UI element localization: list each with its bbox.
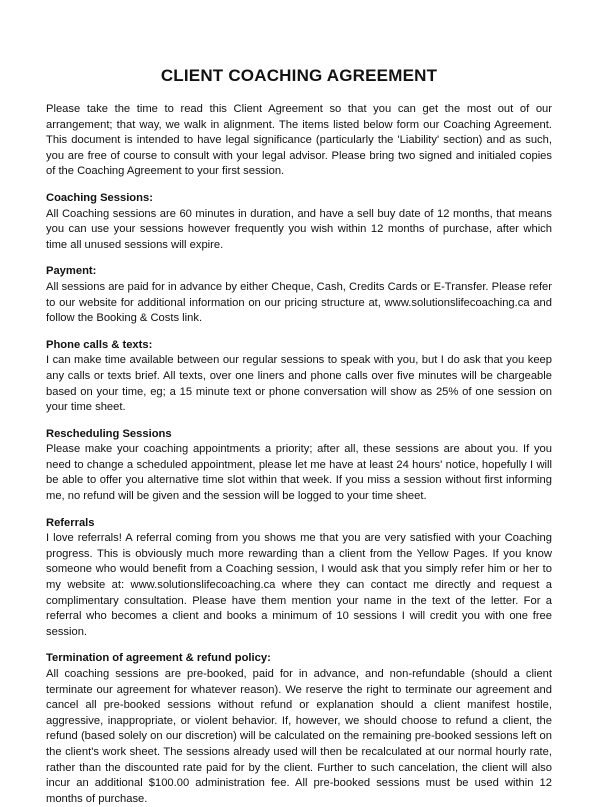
section-body: Please make your coaching appointments a priority; after all, these sessions are about you. If you need to change a scheduled appointment, please let me have at least 24 hours' notice, hopefully I will be able to offer you alternative time slot within that week. If you miss a session without first informing me, no refund will be given and the session will be logged to your time sheet. bbox=[46, 443, 552, 503]
document-page bbox=[46, 66, 552, 807]
section-phone-calls bbox=[46, 338, 552, 416]
section-termination bbox=[46, 651, 552, 807]
section-rescheduling bbox=[46, 427, 552, 505]
section-body: All sessions are paid for in advance by either Cheque, Cash, Credits Cards or E-Transfer. Please refer to our website for additional information on our pricing structure at, www.solutionslifecoaching.ca and follow the Booking & Costs link. bbox=[46, 280, 552, 325]
section-coaching-sessions bbox=[46, 191, 552, 253]
section-heading: Coaching Sessions: bbox=[46, 191, 153, 204]
section-heading: Referrals bbox=[46, 516, 95, 529]
section-body: I can make time available between our regular sessions to speak with you, but I do ask that you keep any calls or texts brief. All texts, over one liners and phone calls over five minutes will be chargeable based on your time, eg; a 15 minute text or phone conversation will show as 25% of one session on your time sheet. bbox=[46, 354, 552, 414]
document-title: CLIENT COACHING AGREEMENT bbox=[160, 66, 438, 85]
section-payment bbox=[46, 264, 552, 326]
section-heading: Rescheduling Sessions bbox=[46, 427, 172, 440]
section-body: I love referrals! A referral coming from you shows me that you are very satisfied with your Coaching progress. This is obviously much more rewarding than a client from the Yellow Pages. If you know someone who would benefit from a Coaching session, I would ask that you simply refer him or her to my website at: www.solutionslifecoaching.ca where they can contact me directly and request a complimentary consultation. Please have them mention your name in the text of the letter. For a referral who becomes a client and books a minimum of 10 sessions I will credit you with one free session. bbox=[46, 532, 552, 638]
section-heading: Phone calls & texts: bbox=[46, 338, 153, 351]
section-referrals bbox=[46, 516, 552, 641]
section-body: All coaching sessions are pre-booked, paid for in advance, and non-refundable (should a client terminate our agreement for whatever reason). We reserve the right to terminate our agreement and cancel all pre-booked sessions without refund or explanation should a client manifest hostile, aggressive, inappropriate, or violent behavior. If, however, we should choose to refund a client, the refund (based solely on our discretion) will be calculated on the remaining pre-booked sessions left on the client's work sheet. The sessions already used will then be recalculated at our normal hourly rate, rather than the discounted rate paid for by the client. Further to such cancelation, the client will also incur an additional $100.00 administration fee. All pre-booked sessions must be used within 12 months of purchase. bbox=[46, 668, 552, 805]
section-body: All Coaching sessions are 60 minutes in duration, and have a sell buy date of 12 months, that means you can use your sessions however frequently you wish within 12 months of purchase, after which time all unused sessions will expire. bbox=[46, 207, 552, 251]
section-heading: Payment: bbox=[46, 265, 97, 278]
section-heading: Termination of agreement & refund policy: bbox=[46, 652, 271, 665]
intro-paragraph: Please take the time to read this Client Agreement so that you can get the most out of our arrangement; that way, we walk in alignment. The items listed below form our Coaching Agreement. This document is intended to have legal significance (particularly the 'Liability' section) and as such, you are free of course to consult with your legal advisor. Please bring two signed and initialed copies of the Coaching Agreement to your first session. bbox=[46, 103, 552, 178]
